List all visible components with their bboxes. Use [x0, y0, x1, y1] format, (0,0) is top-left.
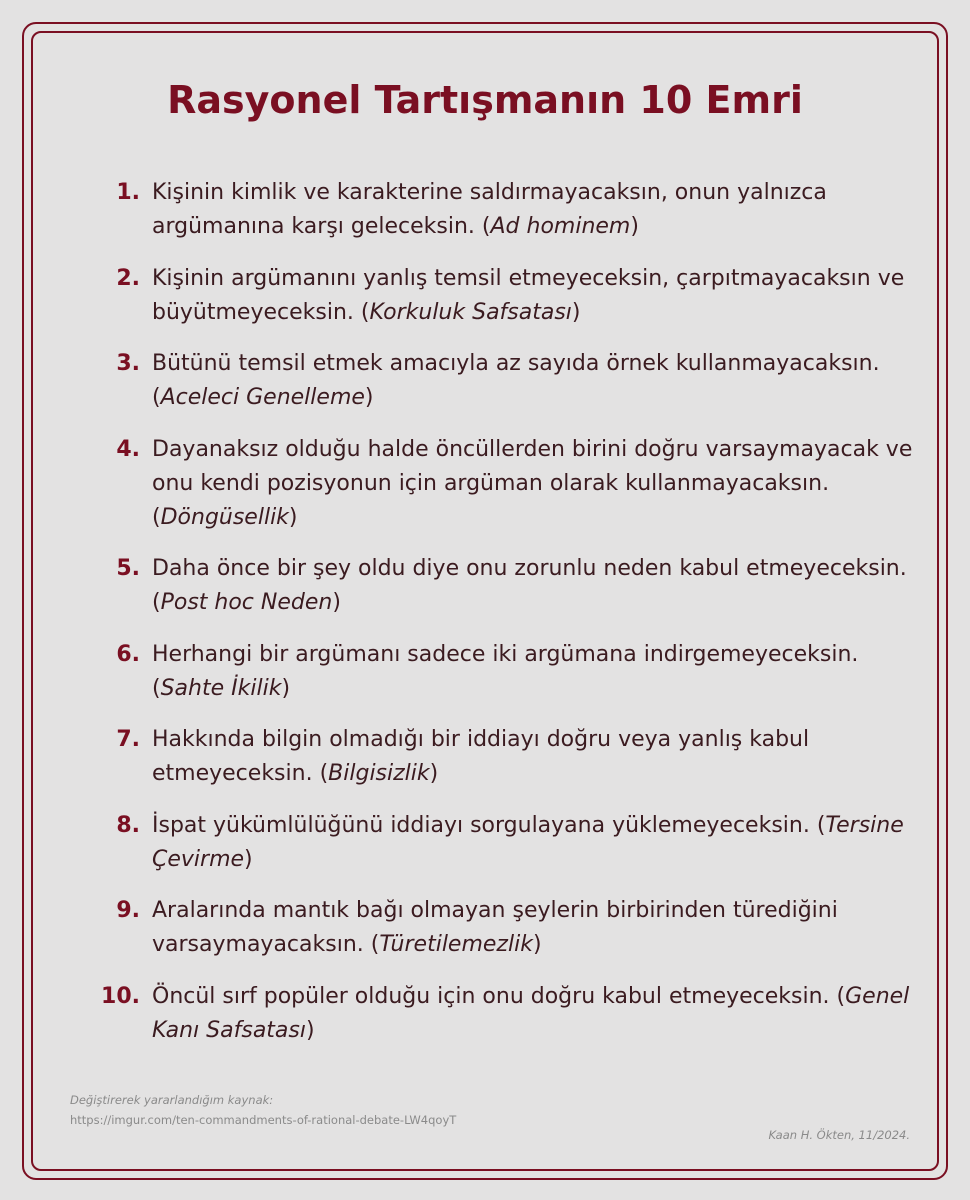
commandment-number: 2.	[116, 265, 140, 291]
commandment-9: 9. Aralarında mantık bağı olmayan şeylerin birbirinden türediğini varsaymayacaksın. (Türetilemezlik)	[100, 894, 920, 962]
commandment-6: 6. Herhangi bir argümanı sadece iki argümana indirgemeyeceksin. (Sahte İkilik)	[100, 638, 920, 706]
commandment-10: 10. Öncül sırf popüler olduğu için onu doğru kabul etmeyeceksin. (Genel Kanı Safsatası)	[100, 980, 920, 1048]
fallacy-name: Sahte İkilik	[160, 675, 282, 701]
commandment-text: İspat yükümlülüğünü iddiayı sorgulayana yüklemeyeceksin.	[152, 812, 810, 838]
fallacy-name: Aceleci Genelleme	[160, 385, 365, 410]
commandment-number: 7.	[116, 727, 140, 752]
commandment-7: 7. Hakkında bilgin olmadığı bir iddiayı doğru veya yanlış kabul etmeyeceksin. (Bilgisizlik)	[100, 723, 920, 791]
source-url: https://imgur.com/ten-commandments-of-rational-debate-LW4qoyT	[70, 1113, 457, 1127]
commandment-text: Bütünü temsil etmek amacıyla az sayıda örnek kullanmayacaksın.	[152, 351, 880, 376]
page-title: Rasyonel Tartışmanın 10 Emri	[167, 78, 803, 122]
fallacy-name: Ad hominem	[490, 214, 631, 239]
fallacy-name: Tersine Çevirme	[152, 812, 904, 872]
commandment-number: 10.	[101, 983, 140, 1009]
commandment-text: Herhangi bir argümanı sadece iki argümana indirgemeyeceksin.	[152, 641, 859, 667]
commandment-text: Daha önce bir şey oldu diye onu zorunlu neden kabul etmeyeceksin.	[152, 556, 907, 581]
commandment-text: Dayanaksız olduğu halde öncüllerden birini doğru varsaymayacak ve onu kendi pozisyonun için argüman olarak kullanmayacaksın.	[152, 436, 913, 496]
commandment-number: 8.	[116, 812, 140, 838]
commandment-text: Kişinin argümanını yanlış temsil etmeyeceksin, çarpıtmayacaksın ve büyütmeyeceksin.	[152, 265, 905, 325]
author-credit: Kaan H. Ökten, 11/2024.	[768, 1128, 910, 1142]
commandment-number: 4.	[116, 436, 140, 462]
commandment-2: 2. Kişinin argümanını yanlış temsil etmeyeceksin, çarpıtmayacaksın ve büyütmeyeceksin. (Korkuluk Safsatası)	[100, 262, 920, 330]
fallacy-name: Genel Kanı Safsatası	[152, 983, 910, 1043]
commandments-list	[100, 176, 920, 1065]
commandment-number: 6.	[116, 641, 140, 667]
commandment-number: 5.	[116, 556, 140, 581]
commandment-4: 4. Dayanaksız olduğu halde öncüllerden birini doğru varsaymayacak ve onu kendi pozisyonun için argüman olarak kullanmayacaksın. (Döngüsellik)	[100, 433, 920, 535]
commandment-text: Öncül sırf popüler olduğu için onu doğru kabul etmeyeceksin.	[152, 983, 830, 1009]
commandment-8: 8. İspat yükümlülüğünü iddiayı sorgulayana yüklemeyeceksin. (Tersine Çevirme)	[100, 809, 920, 877]
fallacy-name: Bilgisizlik	[328, 761, 430, 786]
source-label: Değiştirerek yararlandığım kaynak:	[70, 1093, 274, 1107]
commandment-1: 1. Kişinin kimlik ve karakterine saldırmayacaksın, onun yalnızca argümanına karşı geleceksin. (Ad hominem)	[100, 176, 920, 244]
commandment-text: Aralarında mantık bağı olmayan şeylerin birbirinden türediğini varsaymayacaksın.	[152, 898, 838, 957]
fallacy-name: Döngüsellik	[160, 504, 289, 530]
fallacy-name: Türetilemezlik	[379, 932, 533, 957]
commandment-text: Hakkında bilgin olmadığı bir iddiayı doğru veya yanlış kabul etmeyeceksin.	[152, 727, 810, 786]
commandment-3: 3. Bütünü temsil etmek amacıyla az sayıda örnek kullanmayacaksın. (Aceleci Genelleme)	[100, 347, 920, 415]
commandment-number: 3.	[116, 351, 140, 376]
fallacy-name: Post hoc Neden	[160, 590, 333, 615]
commandment-5: 5. Daha önce bir şey oldu diye onu zorunlu neden kabul etmeyeceksin. (Post hoc Neden)	[100, 552, 920, 620]
fallacy-name: Korkuluk Safsatası	[369, 299, 572, 325]
commandment-number: 1.	[116, 180, 140, 205]
commandment-text: Kişinin kimlik ve karakterine saldırmayacaksın, onun yalnızca argümanına karşı geleceksin.	[152, 180, 827, 239]
commandment-number: 9.	[116, 898, 140, 923]
